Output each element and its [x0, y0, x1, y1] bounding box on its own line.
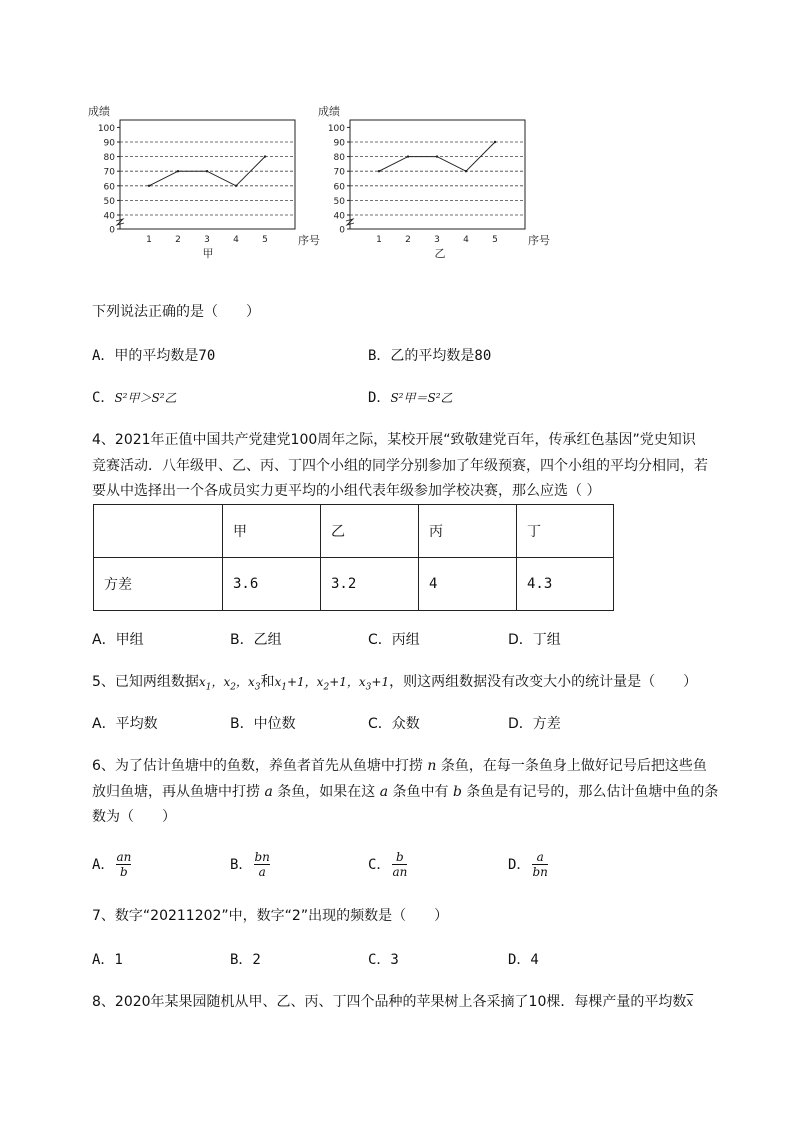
chart-caption: 乙 [434, 247, 446, 260]
denominator: an [392, 865, 408, 879]
data-point [235, 185, 237, 187]
q6-line-3: 数为（ ） [92, 809, 176, 825]
y-tick-label: 80 [103, 153, 115, 164]
table-header-cell: 丙 [419, 505, 517, 558]
x-tick-label: 5 [262, 235, 268, 245]
y-tick-label: 80 [333, 153, 345, 164]
q5-option-b[interactable]: B．中位数 [230, 716, 296, 732]
q6-line-1 [92, 756, 707, 776]
table-header-cell: 丁 [517, 505, 614, 558]
y-axis-label: 成绩 [88, 105, 110, 118]
q3-option-b[interactable]: B．乙的平均数是80 [368, 348, 492, 364]
fraction [254, 850, 269, 879]
x-tick-label: 4 [233, 235, 239, 245]
data-point [264, 155, 266, 157]
axis-break [346, 219, 354, 225]
y-tick-label: 90 [103, 138, 115, 149]
y-tick-label: 90 [333, 138, 345, 149]
variance-table [93, 504, 614, 611]
fraction [116, 850, 131, 879]
q6-option-a[interactable] [92, 850, 131, 879]
q7-option-d[interactable]: D．4 [508, 952, 539, 968]
q5-option-c[interactable]: C．众数 [368, 716, 420, 732]
q6-var-b: b [448, 784, 467, 800]
y-tick-label: 60 [103, 182, 115, 193]
q8-stem [92, 992, 693, 1012]
q5-option-a[interactable]: A．平均数 [92, 716, 158, 732]
data-point [436, 155, 438, 157]
x-tick-label: 5 [492, 235, 498, 245]
x-tick-label: 4 [463, 235, 469, 245]
q3-option-d-label: D． [368, 390, 391, 406]
x-tick-label: 3 [204, 235, 210, 245]
q8-mean-symbol: $\overline{x}$ [686, 995, 694, 1009]
chart-jia [88, 104, 328, 264]
y-tick-label: 70 [103, 167, 115, 178]
y-tick-label: 0 [109, 225, 115, 236]
x-tick-label: 1 [376, 235, 382, 245]
numerator: bn [254, 850, 270, 864]
line-chart-yi [318, 104, 558, 264]
x-tick-label: 1 [146, 235, 152, 245]
q8-text: 8、2020年某果园随机从甲、乙、丙、丁四个品种的苹果树上各采摘了10棵．每棵产量的平均数 [92, 994, 687, 1010]
fraction [532, 850, 547, 879]
table-header-cell: 乙 [321, 505, 419, 558]
y-axis-label: 成绩 [318, 105, 340, 118]
chart-yi [318, 104, 558, 264]
table-cell: 3.2 [321, 558, 419, 611]
line-chart-jia [88, 104, 328, 264]
q4-option-c[interactable]: C．丙组 [368, 632, 420, 648]
q3-option-c-label: C． [92, 390, 115, 406]
q7-option-a[interactable]: A．1 [92, 952, 123, 968]
q4-option-b[interactable]: B．乙组 [230, 632, 282, 648]
q7-option-c[interactable]: C．3 [368, 952, 399, 968]
q4-option-a[interactable]: A．甲组 [92, 632, 144, 648]
data-point [177, 170, 179, 172]
q3-option-c[interactable] [92, 388, 177, 408]
option-label: A． [92, 856, 115, 873]
q3-option-d-formula: S²甲＝S²乙 [390, 391, 453, 405]
y-tick-label: 100 [327, 123, 345, 134]
option-label: B． [230, 856, 253, 873]
q6-option-b[interactable] [230, 850, 270, 879]
q3-stem: 下列说法正确的是（ ） [92, 304, 260, 320]
plot-frame [350, 120, 525, 229]
data-point [148, 185, 150, 187]
table-cell: 4.3 [517, 558, 614, 611]
q4-option-d[interactable]: D．丁组 [508, 632, 561, 648]
q6-text: 条鱼，如果在这 [277, 784, 376, 800]
x-tick-label: 3 [434, 235, 440, 245]
data-point [465, 170, 467, 172]
numerator: a [536, 850, 544, 864]
data-point [494, 141, 496, 143]
table-header-row [94, 505, 614, 558]
q5-stem-post: ，则这两组数据没有改变大小的统计量是（ ） [389, 674, 698, 690]
q6-text: 条鱼，在每一条鱼身上做好记号后把这些鱼 [440, 758, 707, 774]
q3-option-a[interactable]: A．甲的平均数是70 [92, 348, 216, 364]
q6-text: 6、为了估计鱼塘中的鱼数，养鱼者首先从鱼塘中打捞 [92, 758, 423, 774]
option-label: C． [368, 856, 391, 873]
denominator: bn [532, 865, 548, 879]
q6-option-d[interactable] [508, 850, 548, 879]
q5-option-d[interactable]: D．方差 [508, 716, 561, 732]
q4-line-1: 4、2021年正值中国共产党建党100周年之际，某校开展“致敬建党百年，传承红色基因”党史知识 [92, 432, 696, 448]
numerator: b [396, 850, 404, 864]
x-axis-label: 序号 [528, 234, 550, 247]
data-point [378, 170, 380, 172]
y-tick-label: 50 [103, 196, 115, 207]
numerator: an [116, 850, 132, 864]
x-axis-label: 序号 [298, 234, 320, 247]
data-point [407, 155, 409, 157]
q6-var-n: n [422, 758, 441, 774]
q4-line-3: 要从中选择出一个各成员实力更平均的小组代表年级参加学校决赛，那么应选（ ） [92, 483, 601, 499]
q5-stem-pre: 5、已知两组数据 [92, 674, 199, 690]
q5-stem [92, 672, 697, 697]
y-tick-label: 0 [339, 225, 345, 236]
q6-var-a: a [375, 784, 393, 800]
y-tick-label: 40 [103, 211, 115, 222]
y-tick-label: 100 [97, 123, 115, 134]
data-point [206, 170, 208, 172]
y-tick-label: 60 [333, 182, 345, 193]
denominator: a [258, 865, 266, 879]
plot-frame [120, 120, 295, 229]
axis-break [116, 219, 124, 225]
q6-option-c[interactable] [368, 850, 407, 879]
q6-line-2 [92, 782, 718, 802]
y-tick-label: 50 [333, 196, 345, 207]
q5-set-1: $x_1$，$x_2$，$x_3$ [198, 675, 261, 693]
q6-text: 条鱼是有记号的，那么估计鱼塘中鱼的条 [466, 784, 719, 800]
table-cell: 3.6 [223, 558, 321, 611]
table-header-cell [94, 505, 223, 558]
chart-caption: 甲 [202, 247, 214, 260]
denominator: b [120, 865, 128, 879]
q3-option-d[interactable] [368, 388, 453, 408]
q6-text: 放归鱼塘，再从鱼塘中打捞 [92, 784, 260, 800]
q5-stem-mid: 和 [260, 674, 275, 690]
table-header-cell: 甲 [223, 505, 321, 558]
option-label: D． [508, 856, 531, 873]
fraction [392, 850, 407, 879]
q6-var-a: a [260, 784, 278, 800]
x-tick-label: 2 [175, 235, 181, 245]
q6-text: 条鱼中有 [392, 784, 449, 800]
q7-stem: 7、数字“20211202”中，数字“2”出现的频数是（ ） [92, 908, 449, 924]
q5-set-2: $x_1+1$，$x_2+1$，$x_3+1$ [274, 675, 390, 693]
table-cell: 4 [419, 558, 517, 611]
q3-option-c-formula: S²甲＞S²乙 [114, 391, 177, 405]
x-tick-label: 2 [405, 235, 411, 245]
table-row [94, 558, 614, 611]
y-tick-label: 70 [333, 167, 345, 178]
q4-line-2: 竞赛活动．八年级甲、乙、丙、丁四个小组的同学分别参加了年级预赛，四个小组的平均分相同，若 [92, 458, 708, 474]
q7-option-b[interactable]: B．2 [230, 952, 261, 968]
table-cell: 方差 [94, 558, 223, 611]
y-tick-label: 40 [333, 211, 345, 222]
